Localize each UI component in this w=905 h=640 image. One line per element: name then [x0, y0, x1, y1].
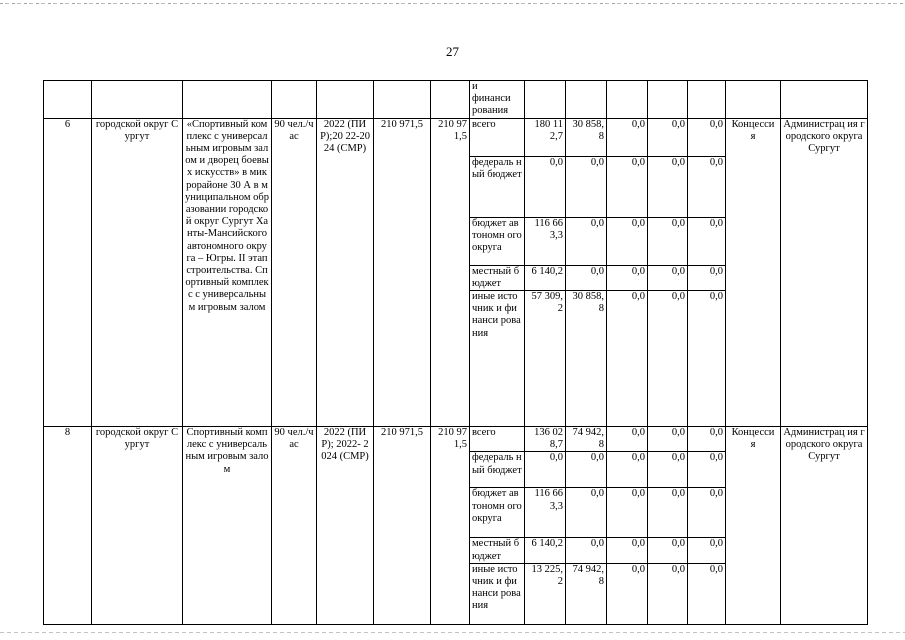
amount-cell: 0,0 — [648, 265, 688, 290]
amount-cell: 0,0 — [607, 538, 648, 563]
amount-cell: 0,0 — [688, 488, 726, 538]
amount-cell: 0,0 — [688, 563, 726, 624]
source-cell: и финанси рования — [470, 81, 525, 119]
amount-cell: 0,0 — [607, 488, 648, 538]
amount-cell: 0,0 — [688, 427, 726, 452]
amount-cell: 0,0 — [607, 156, 648, 217]
capacity-cell: 90 чел./ч ас — [272, 427, 317, 625]
amount-cell: 0,0 — [607, 427, 648, 452]
years-cell: 2022 (ПИР); 2022- 2024 (СМР) — [317, 427, 374, 625]
scan-edge-top — [0, 3, 905, 4]
funding-source-cell: бюджет автономн ого округа — [470, 217, 525, 265]
amount-cell: 6 140,2 — [525, 538, 566, 563]
object-name-cell: «Спортивный комплекс с универсальным игровым залом и дворец боевых искусств» в микрорайоне 30 А в муниципальном образовании городской округ Сургут Ханты-Мансийского автономного округа – Югры. II этап строительства. Спортивный комплекс с универсальным игровым залом — [183, 118, 272, 426]
amount-cell: 0,0 — [648, 427, 688, 452]
amount-cell: 0,0 — [566, 217, 607, 265]
page-number: 27 — [446, 44, 459, 59]
capacity-cell: 90 чел./ч ас — [272, 118, 317, 426]
table-row — [44, 427, 868, 452]
funding-source-cell: всего — [470, 118, 525, 156]
amount-cell: 57 309,2 — [525, 291, 566, 427]
funding-source-cell: всего — [470, 427, 525, 452]
amount-cell: 0,0 — [648, 291, 688, 427]
amount-cell: 0,0 — [688, 265, 726, 290]
funding-source-cell: бюджет автономн ого округа — [470, 488, 525, 538]
amount-cell: 30 858,8 — [566, 291, 607, 427]
amount-cell: 0,0 — [607, 563, 648, 624]
municipality-cell: городской округ Сургут — [92, 118, 183, 426]
amount-cell: 136 028,7 — [525, 427, 566, 452]
cost-cell-2: 210 971,5 — [431, 118, 470, 426]
amount-cell: 0,0 — [566, 538, 607, 563]
amount-cell: 13 225,2 — [525, 563, 566, 624]
funding-source-cell: местный бюджет — [470, 265, 525, 290]
funding-source-cell: федераль ный бюджет — [470, 156, 525, 217]
amount-cell: 30 858,8 — [566, 118, 607, 156]
administrator-cell: Администрац ия городского округа Сургут — [781, 118, 868, 426]
funding-source-cell: федераль ный бюджет — [470, 452, 525, 488]
amount-cell: 0,0 — [688, 217, 726, 265]
amount-cell: 74 942,8 — [566, 427, 607, 452]
amount-cell: 116 663,3 — [525, 217, 566, 265]
amount-cell: 0,0 — [607, 452, 648, 488]
municipality-cell: городской округ Сургут — [92, 427, 183, 625]
amount-cell: 0,0 — [566, 452, 607, 488]
cost-cell-2: 210 971,5 — [431, 427, 470, 625]
amount-cell: 0,0 — [688, 118, 726, 156]
mechanism-cell: Концесси я — [726, 427, 781, 625]
amount-cell: 0,0 — [607, 265, 648, 290]
amount-cell: 0,0 — [688, 538, 726, 563]
row-number: 8 — [44, 427, 92, 625]
scan-edge-bottom — [0, 632, 905, 633]
amount-cell: 0,0 — [525, 452, 566, 488]
investment-projects-table — [43, 80, 868, 625]
amount-cell: 180 112,7 — [525, 118, 566, 156]
administrator-cell: Администрац ия городского округа Сургут — [781, 427, 868, 625]
mechanism-cell: Концесси я — [726, 118, 781, 426]
amount-cell: 0,0 — [688, 452, 726, 488]
table-row — [44, 118, 868, 156]
amount-cell: 74 942,8 — [566, 563, 607, 624]
amount-cell: 0,0 — [607, 217, 648, 265]
years-cell: 2022 (ПИР);20 22-2024 (СМР) — [317, 118, 374, 426]
continuation-row — [44, 81, 868, 119]
funding-source-cell: местный бюджет — [470, 538, 525, 563]
row-number: 6 — [44, 118, 92, 426]
amount-cell: 0,0 — [525, 156, 566, 217]
cost-cell: 210 971,5 — [374, 427, 431, 625]
amount-cell: 0,0 — [566, 488, 607, 538]
amount-cell: 0,0 — [648, 118, 688, 156]
amount-cell: 0,0 — [566, 156, 607, 217]
amount-cell: 0,0 — [566, 265, 607, 290]
amount-cell: 0,0 — [607, 118, 648, 156]
amount-cell: 6 140,2 — [525, 265, 566, 290]
amount-cell: 0,0 — [688, 291, 726, 427]
amount-cell: 0,0 — [607, 291, 648, 427]
amount-cell: 0,0 — [648, 563, 688, 624]
funding-source-cell: иные источник и финанси рования — [470, 563, 525, 624]
cost-cell: 210 971,5 — [374, 118, 431, 426]
amount-cell: 0,0 — [648, 452, 688, 488]
funding-source-cell: иные источник и финанси рования — [470, 291, 525, 427]
amount-cell: 116 663,3 — [525, 488, 566, 538]
amount-cell: 0,0 — [648, 538, 688, 563]
amount-cell: 0,0 — [688, 156, 726, 217]
amount-cell: 0,0 — [648, 217, 688, 265]
object-name-cell: Спортивный комплекс с универсальным игровым залом — [183, 427, 272, 625]
amount-cell: 0,0 — [648, 156, 688, 217]
amount-cell: 0,0 — [648, 488, 688, 538]
